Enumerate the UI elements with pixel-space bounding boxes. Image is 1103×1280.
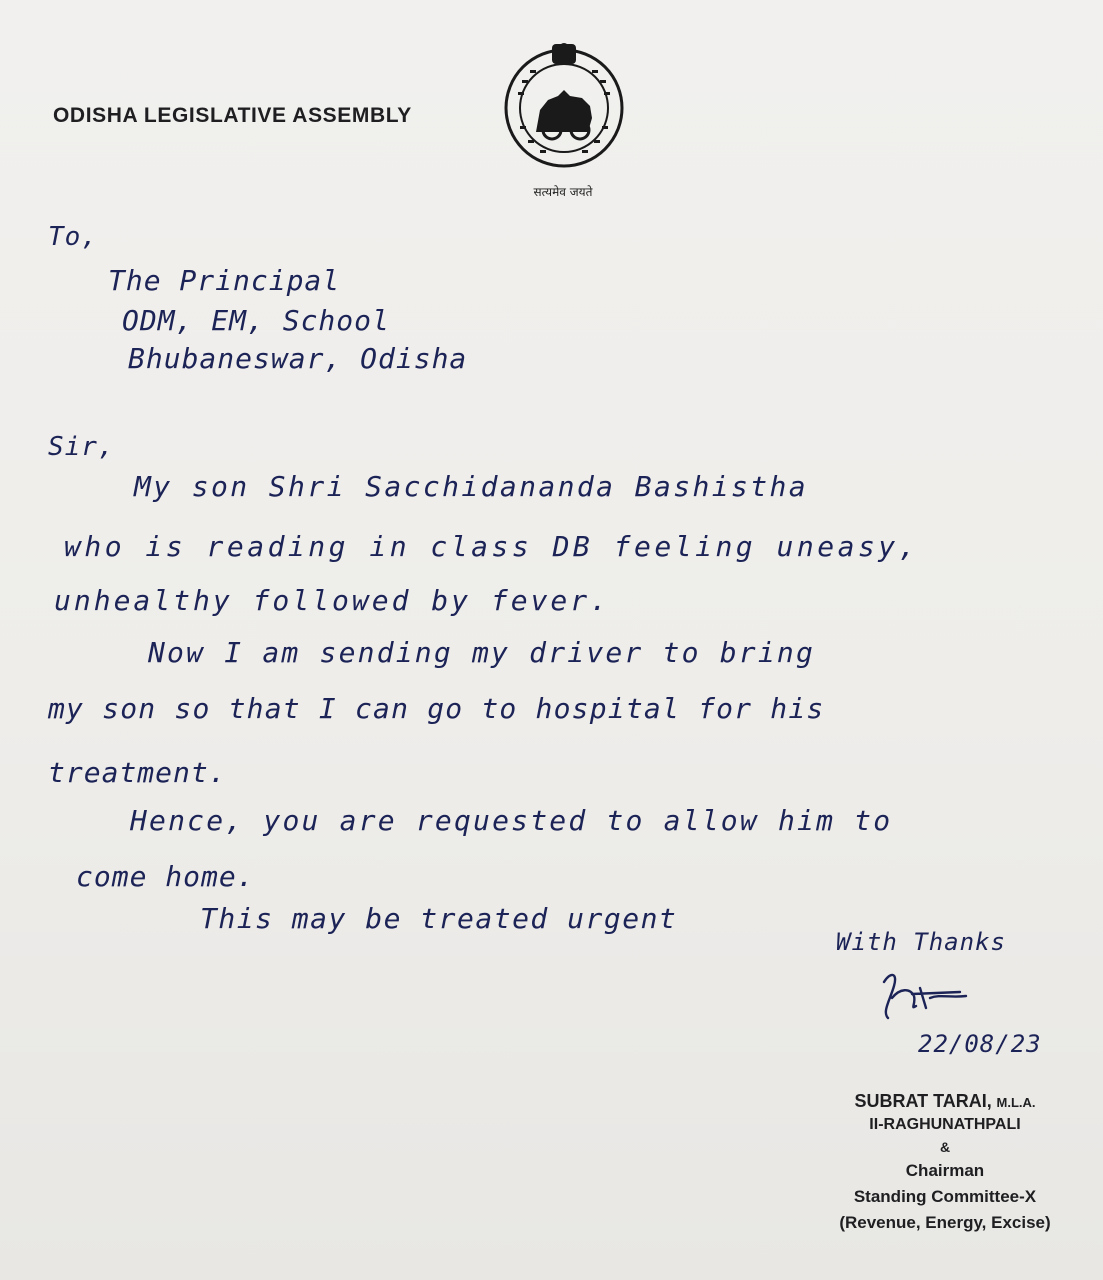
signature-date: 22/08/23 [918, 1030, 1042, 1058]
body-line: come home. [76, 860, 255, 893]
body-line: unhealthy followed by fever. [54, 584, 611, 617]
signatory-block [800, 1088, 1090, 1236]
closing: With Thanks [836, 928, 1006, 956]
signatory-title: M.L.A. [996, 1095, 1036, 1110]
motto-text: सत्यमेव जयते [533, 185, 593, 199]
signatory-role: Chairman [905, 1161, 985, 1180]
address-line: Bhubaneswar, Odisha [128, 342, 468, 375]
body-line: Now I am sending my driver to bring [148, 636, 816, 669]
body-line: who is reading in class DB feeling uneasy, [64, 530, 920, 563]
body-line: treatment. [48, 756, 227, 789]
letterhead-title: ODISHA LEGISLATIVE ASSEMBLY [53, 104, 412, 127]
signature-icon [870, 968, 990, 1038]
body-line: my son so that I can go to hospital for his [48, 692, 825, 725]
signatory-portfolio: (Revenue, Energy, Excise) [839, 1213, 1051, 1232]
signatory-committee: Standing Committee-X [853, 1187, 1037, 1206]
body-line: My son Shri Sacchidananda Bashistha [134, 470, 809, 503]
body-line: This may be treated urgent [200, 902, 678, 935]
odisha-assembly-emblem-icon [500, 40, 628, 168]
signatory-ampersand: & [939, 1139, 951, 1155]
signatory-constituency: II-RAGHUNATHPALI [869, 1116, 1021, 1133]
to-line: To, [48, 222, 98, 252]
address-line: ODM, EM, School [122, 304, 390, 337]
salutation: Sir, [48, 432, 115, 462]
body-line: Hence, you are requested to allow him to [130, 804, 893, 837]
address-line: The Principal [108, 264, 341, 297]
signatory-name: SUBRAT TARAI, [854, 1091, 992, 1111]
